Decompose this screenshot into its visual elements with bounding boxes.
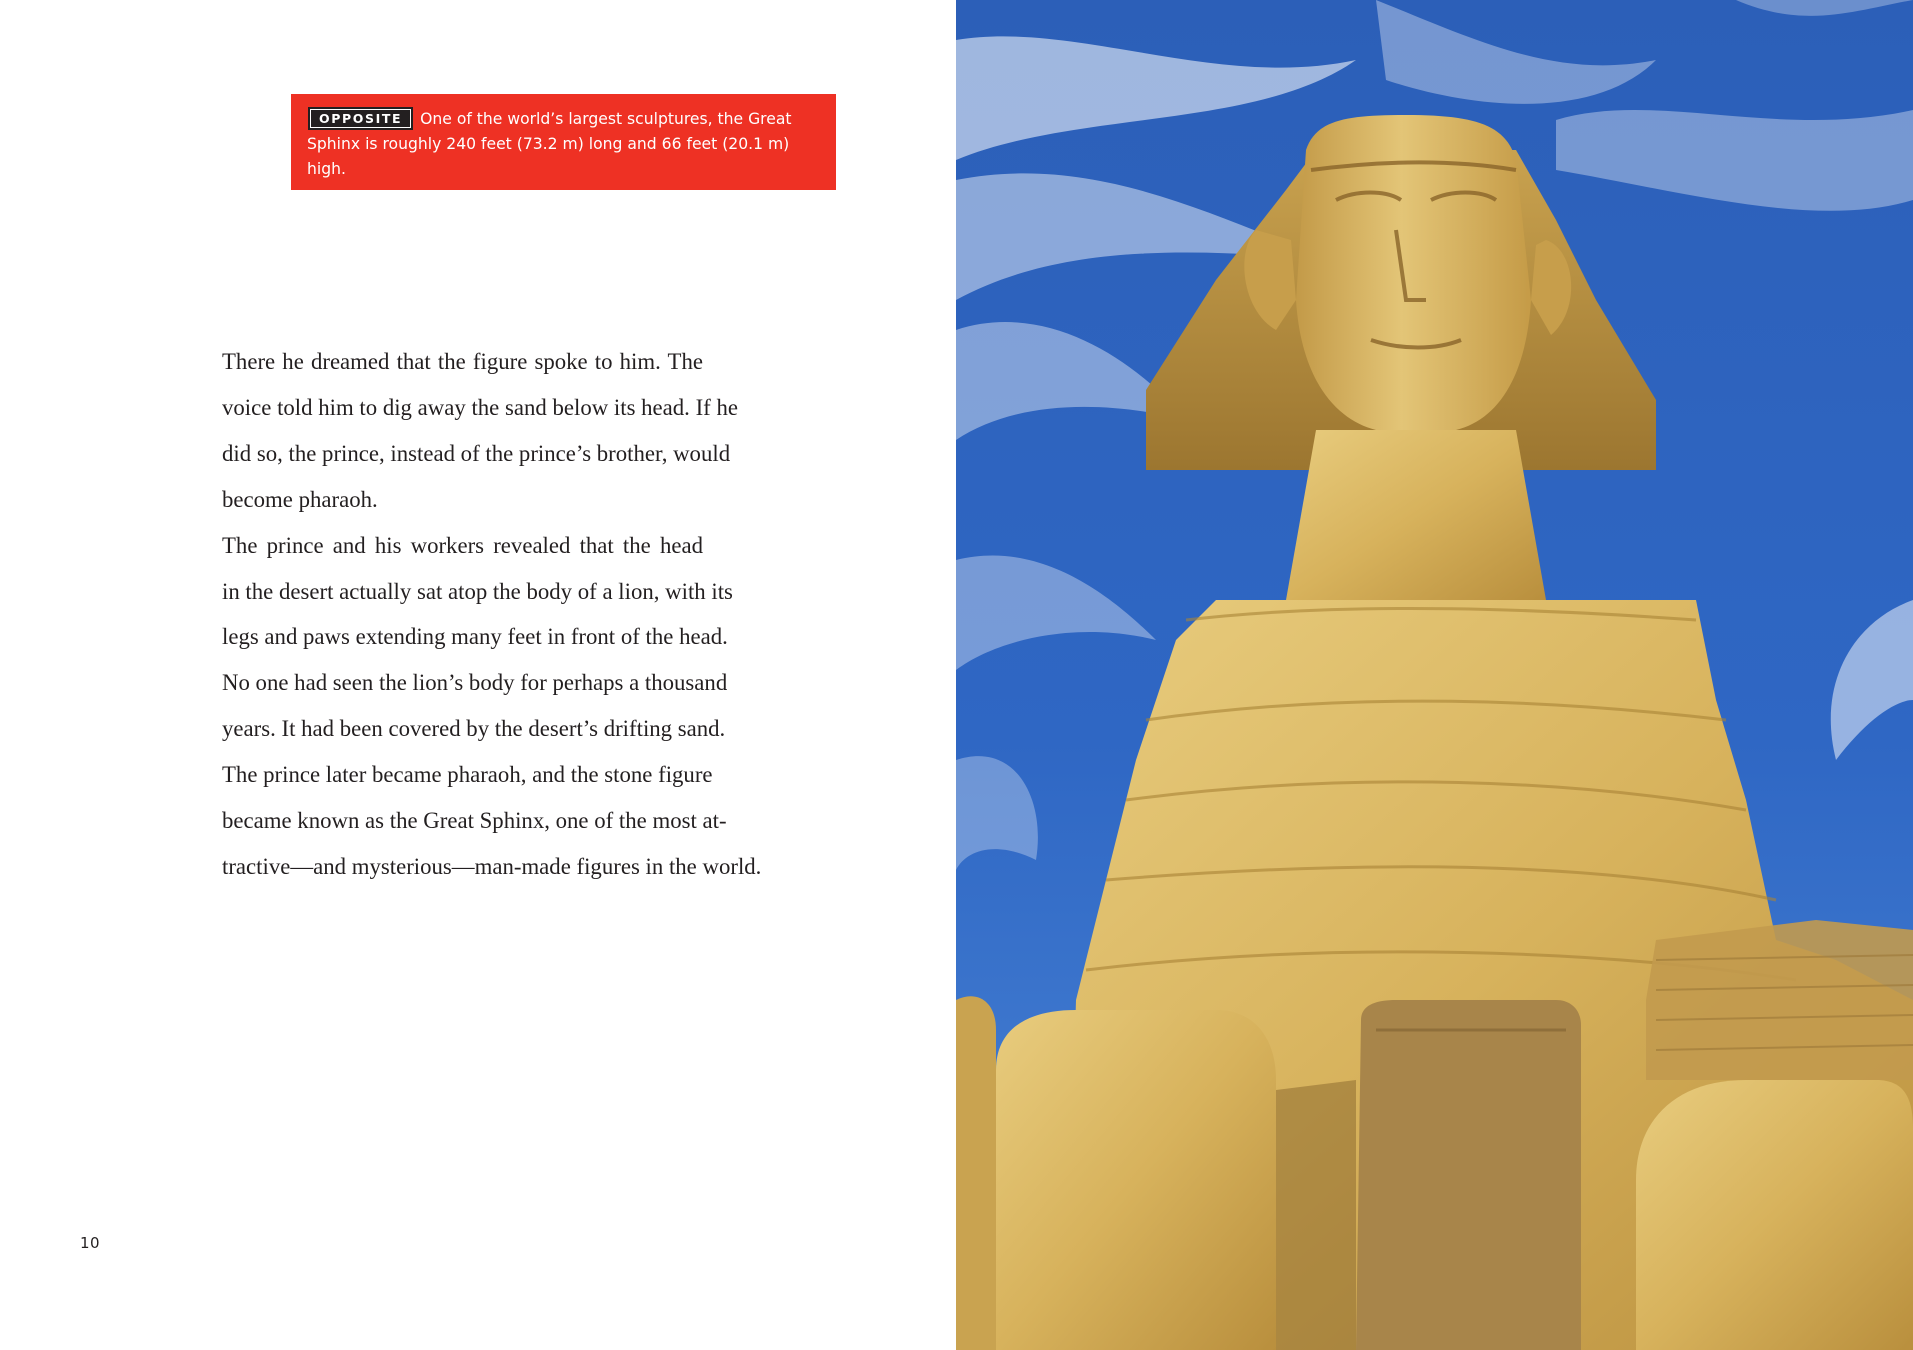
left-paw [996, 1010, 1276, 1350]
body-text [180, 339, 762, 890]
text-line: become pharaoh. [222, 486, 378, 512]
brick-wall [1646, 920, 1913, 1080]
caption-text: One of the world’s largest sculptures, the Great Sphinx is roughly 240 feet (73.2 m) long and 66 feet (20.1 m) high. [307, 110, 792, 178]
paw-shadow [1276, 1080, 1356, 1350]
paragraph-2 [180, 523, 762, 890]
text-line: legs and paws extending many feet in front of the head. [222, 624, 728, 650]
text-line: in the desert actually sat atop the body of a lion, with its [222, 578, 733, 604]
caption-tag: OPPOSITE [310, 109, 411, 128]
paragraph-1 [180, 339, 738, 523]
neck [1286, 430, 1546, 600]
text-line: The prince and his workers revealed that the head [222, 532, 703, 558]
text-line: voice told him to dig away the sand below its head. If he [222, 394, 738, 420]
text-line: The prince later became pharaoh, and the stone figure [222, 762, 713, 788]
sphinx-illustration [956, 0, 1913, 1350]
text-line: years. It had been covered by the desert’s drifting sand. [222, 716, 726, 742]
text-line: No one had seen the lion’s body for perhaps a thousand [222, 670, 728, 696]
right-paw [1636, 1080, 1913, 1350]
text-line: There he dreamed that the figure spoke to him. The [222, 349, 703, 374]
sphinx-photo [956, 0, 1913, 1350]
left-edge-stone [956, 996, 996, 1350]
text-line: tractive—and mysterious—man-made figures in the world. [222, 853, 762, 879]
left-page [0, 0, 956, 1350]
text-line: became known as the Great Sphinx, one of the most at- [222, 808, 727, 834]
dream-stela [1356, 1000, 1581, 1350]
photo-caption [291, 94, 836, 190]
text-line: did so, the prince, instead of the prince’s brother, would [222, 440, 731, 466]
page-number: 10 [80, 1234, 101, 1252]
